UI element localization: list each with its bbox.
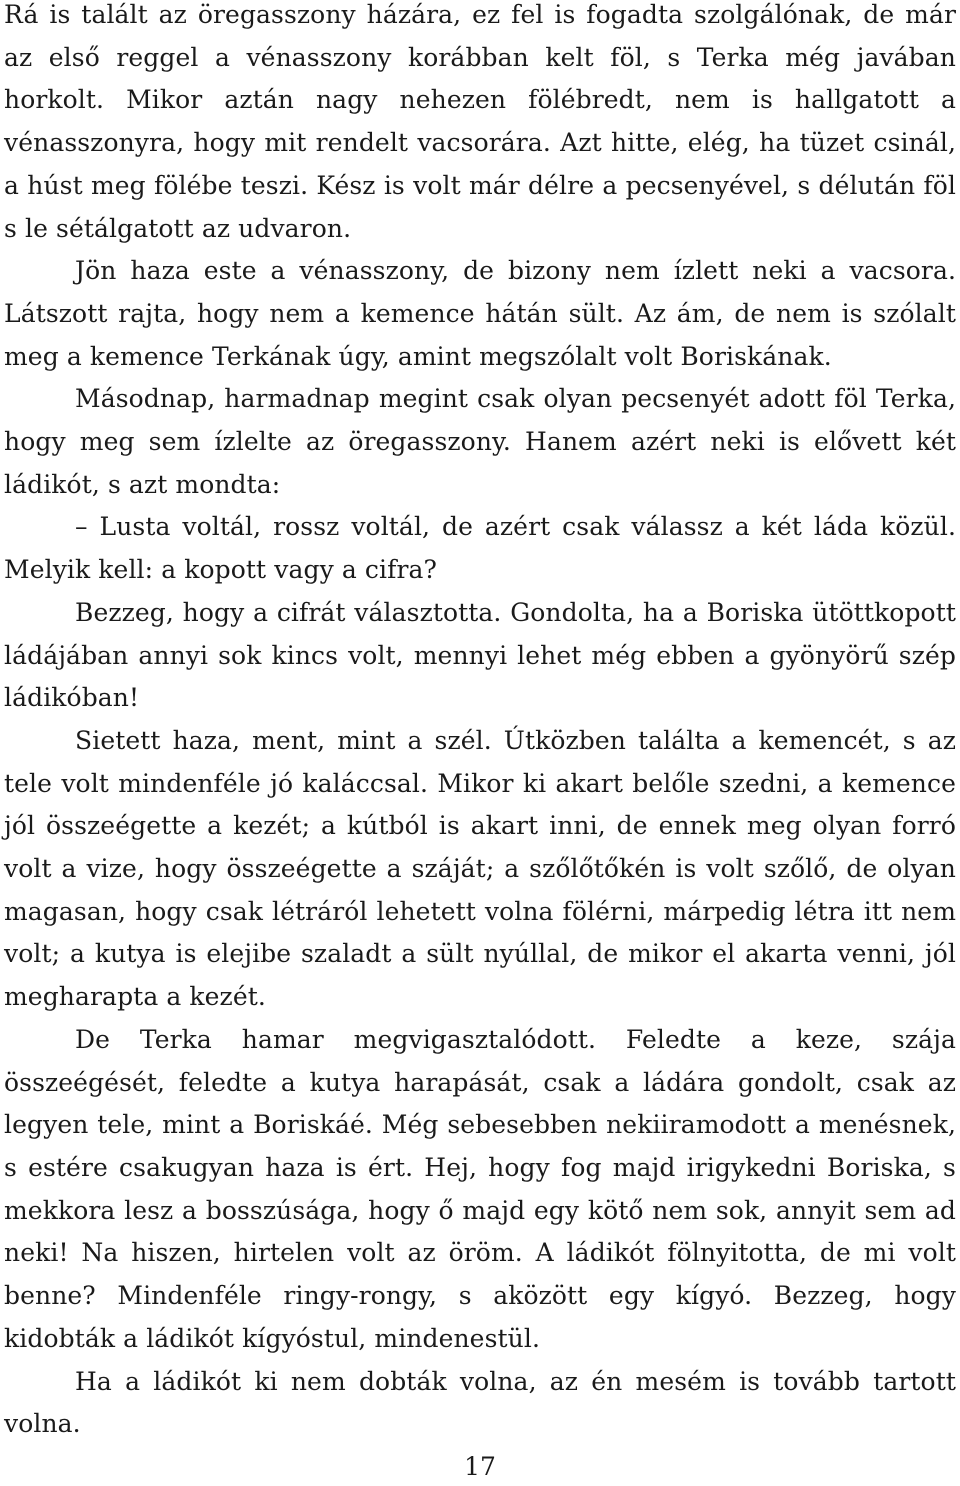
paragraph-8: Ha a ládikót ki nem dobták volna, az én mesém is tovább tartott volna. [4,1366,956,1439]
paragraph-3: Másodnap, harmadnap megint csak olyan pecsenyét adott föl Terka, hogy meg sem ízlelte az öregasszony. Hanem azért neki is elővett két ládikót, s azt mondta: [4,384,956,499]
body-text [4,0,956,1446]
paragraph-5: Bezzeg, hogy a cifrát választotta. Gondolta, ha a Boriska ütöttkopott ládájában annyi sok kincs volt, mennyi lehet még ebben a gyönyörű szép ládikóban! [4,597,956,713]
page-number: 17 [464,1452,496,1481]
paragraph-6: Sietett haza, ment, mint a szél. Útközben találta a kemencét, s az tele volt mindenféle jó kaláccsal. Mikor ki akart belőle szedni, a kemence jól összeégette a kezét; a kútból is akart inni, de ennek meg olyan forró volt a vize, hogy összeégette a száját; a szőlőtőkén is volt szőlő, de olyan magasan, hogy csak létráról lehetett volna fölérni, márpedig létra itt nem volt; a kutya is elejibe szaladt a sült nyúllal, de mikor el akarta venni, jól megharapta a kezét. [4,725,956,1012]
paragraph-1: Rá is talált az öregasszony házára, ez fel is fogadta szolgálónak, de már az első reggel a vénasszony korábban kelt föl, s Terka még javában horkolt. Mikor aztán nagy nehezen fölébredt, nem is hallgatott a vénasszonyra, hogy mit rendelt vacsorára. Azt hitte, elég, ha tüzet csinál, a húst meg fölébe teszi. Kész is volt már délre a pecsenyével, s délután föl s le sétálgatott az udvaron. [4,0,956,243]
paragraph-2: Jön haza este a vénasszony, de bizony nem ízlett neki a vacsora. Látszott rajta, hogy nem a kemence hátán sült. Az ám, de nem is szólalt meg a kemence Terkának úgy, amint megszólalt volt Boriskának. [4,256,956,371]
paragraph-4-dialogue: – Lusta voltál, rossz voltál, de azért csak válassz a két láda közül. Melyik kell: a kopott vagy a cifra? [4,512,956,585]
paragraph-7: De Terka hamar megvigasztalódott. Feledte a keze, szája összeégését, feledte a kutya harapását, csak a ládára gondolt, csak az legyen tele, mint a Boriskáé. Még sebesebben nekiiramodott a menésnek, s estére csakugyan haza is ért. Hej, hogy fog majd irigykedni Boriska, s mekkora lesz a bosszúsága, hogy ő majd egy kötő nem sok, annyit sem ad neki! Na hiszen, hirtelen volt az öröm. A ládikót fölnyitotta, de mi volt benne? Mindenféle ringy-rongy, s aközött egy kígyó. Bezzeg, hogy kidobták a ládikót kígyóstul, mindenestül. [4,1024,956,1353]
book-page [4,0,956,1486]
